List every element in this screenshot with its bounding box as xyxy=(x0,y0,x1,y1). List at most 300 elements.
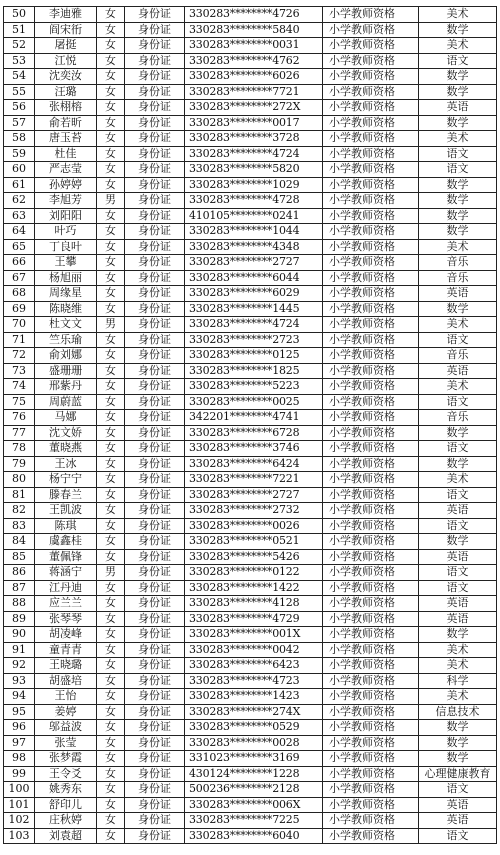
qualification-cell: 小学教师资格 xyxy=(323,53,419,69)
qualification-cell: 小学教师资格 xyxy=(323,38,419,54)
name-cell: 滕春兰 xyxy=(35,487,97,503)
id-number-cell: 330283********0017 xyxy=(185,115,323,131)
qualification-cell: 小学教师资格 xyxy=(323,301,419,317)
candidate-table xyxy=(3,6,497,844)
id-type-cell: 身份证 xyxy=(125,549,185,565)
qualification-cell: 小学教师资格 xyxy=(323,410,419,426)
subject-cell: 美术 xyxy=(419,239,497,255)
id-number-cell: 330283********0025 xyxy=(185,394,323,410)
name-cell: 汪璐 xyxy=(35,84,97,100)
name-cell: 姚秀东 xyxy=(35,782,97,798)
row-number-cell: 75 xyxy=(4,394,35,410)
sex-cell: 女 xyxy=(97,580,125,596)
qualification-cell: 小学教师资格 xyxy=(323,797,419,813)
name-cell: 张梦霞 xyxy=(35,751,97,767)
sex-cell: 女 xyxy=(97,487,125,503)
subject-cell: 美术 xyxy=(419,131,497,147)
name-cell: 马娜 xyxy=(35,410,97,426)
table-row xyxy=(4,286,497,302)
subject-cell: 音乐 xyxy=(419,410,497,426)
table-row xyxy=(4,611,497,627)
sex-cell: 女 xyxy=(97,286,125,302)
row-number-cell: 71 xyxy=(4,332,35,348)
id-type-cell: 身份证 xyxy=(125,720,185,736)
qualification-cell: 小学教师资格 xyxy=(323,611,419,627)
id-type-cell: 身份证 xyxy=(125,100,185,116)
id-type-cell: 身份证 xyxy=(125,518,185,534)
table-row xyxy=(4,115,497,131)
row-number-cell: 81 xyxy=(4,487,35,503)
row-number-cell: 53 xyxy=(4,53,35,69)
id-type-cell: 身份证 xyxy=(125,22,185,38)
subject-cell: 语文 xyxy=(419,580,497,596)
id-type-cell: 身份证 xyxy=(125,441,185,457)
qualification-cell: 小学教师资格 xyxy=(323,332,419,348)
name-cell: 杜佳 xyxy=(35,146,97,162)
row-number-cell: 97 xyxy=(4,735,35,751)
sex-cell: 女 xyxy=(97,22,125,38)
subject-cell: 语文 xyxy=(419,394,497,410)
name-cell: 舒印儿 xyxy=(35,797,97,813)
sex-cell: 女 xyxy=(97,177,125,193)
name-cell: 俞刘娜 xyxy=(35,348,97,364)
row-number-cell: 89 xyxy=(4,611,35,627)
subject-cell: 语文 xyxy=(419,162,497,178)
id-number-cell: 330283********1423 xyxy=(185,689,323,705)
subject-cell: 数学 xyxy=(419,425,497,441)
subject-cell: 语文 xyxy=(419,53,497,69)
row-number-cell: 84 xyxy=(4,534,35,550)
id-number-cell: 330283********6728 xyxy=(185,425,323,441)
row-number-cell: 87 xyxy=(4,580,35,596)
row-number-cell: 73 xyxy=(4,363,35,379)
row-number-cell: 77 xyxy=(4,425,35,441)
row-number-cell: 95 xyxy=(4,704,35,720)
subject-cell: 数学 xyxy=(419,115,497,131)
row-number-cell: 96 xyxy=(4,720,35,736)
id-type-cell: 身份证 xyxy=(125,503,185,519)
id-number-cell: 330283********6040 xyxy=(185,828,323,844)
table-row xyxy=(4,782,497,798)
id-number-cell: 330283********0028 xyxy=(185,735,323,751)
id-number-cell: 330283********5223 xyxy=(185,379,323,395)
qualification-cell: 小学教师资格 xyxy=(323,317,419,333)
table-row xyxy=(4,177,497,193)
sex-cell: 女 xyxy=(97,410,125,426)
subject-cell: 语文 xyxy=(419,565,497,581)
id-type-cell: 身份证 xyxy=(125,301,185,317)
table-row xyxy=(4,720,497,736)
sex-cell: 女 xyxy=(97,69,125,85)
table-row xyxy=(4,828,497,844)
subject-cell: 英语 xyxy=(419,503,497,519)
table-row xyxy=(4,69,497,85)
row-number-cell: 54 xyxy=(4,69,35,85)
row-number-cell: 101 xyxy=(4,797,35,813)
name-cell: 王攀 xyxy=(35,255,97,271)
subject-cell: 语文 xyxy=(419,518,497,534)
subject-cell: 美术 xyxy=(419,658,497,674)
qualification-cell: 小学教师资格 xyxy=(323,270,419,286)
subject-cell: 音乐 xyxy=(419,348,497,364)
id-number-cell: 330283********0031 xyxy=(185,38,323,54)
qualification-cell: 小学教师资格 xyxy=(323,689,419,705)
qualification-cell: 小学教师资格 xyxy=(323,441,419,457)
subject-cell: 美术 xyxy=(419,317,497,333)
name-cell: 姜婷 xyxy=(35,704,97,720)
row-number-cell: 65 xyxy=(4,239,35,255)
table-row xyxy=(4,518,497,534)
qualification-cell: 小学教师资格 xyxy=(323,549,419,565)
id-type-cell: 身份证 xyxy=(125,596,185,612)
qualification-cell: 小学教师资格 xyxy=(323,518,419,534)
name-cell: 杜文文 xyxy=(35,317,97,333)
row-number-cell: 59 xyxy=(4,146,35,162)
table-row xyxy=(4,22,497,38)
subject-cell: 科学 xyxy=(419,673,497,689)
id-type-cell: 身份证 xyxy=(125,115,185,131)
id-type-cell: 身份证 xyxy=(125,53,185,69)
subject-cell: 数学 xyxy=(419,534,497,550)
id-type-cell: 身份证 xyxy=(125,84,185,100)
sex-cell: 女 xyxy=(97,363,125,379)
row-number-cell: 72 xyxy=(4,348,35,364)
table-row xyxy=(4,673,497,689)
row-number-cell: 61 xyxy=(4,177,35,193)
table-row xyxy=(4,565,497,581)
name-cell: 李旭芳 xyxy=(35,193,97,209)
sex-cell: 女 xyxy=(97,394,125,410)
table-row xyxy=(4,627,497,643)
table-row xyxy=(4,208,497,224)
id-type-cell: 身份证 xyxy=(125,208,185,224)
table-row xyxy=(4,642,497,658)
qualification-cell: 小学教师资格 xyxy=(323,472,419,488)
qualification-cell: 小学教师资格 xyxy=(323,565,419,581)
row-number-cell: 63 xyxy=(4,208,35,224)
qualification-cell: 小学教师资格 xyxy=(323,208,419,224)
name-cell: 庄秋婷 xyxy=(35,813,97,829)
id-type-cell: 身份证 xyxy=(125,766,185,782)
sex-cell: 男 xyxy=(97,193,125,209)
name-cell: 王晓璐 xyxy=(35,658,97,674)
id-number-cell: 330283********0026 xyxy=(185,518,323,534)
id-number-cell: 410105********0241 xyxy=(185,208,323,224)
subject-cell: 数学 xyxy=(419,193,497,209)
qualification-cell: 小学教师资格 xyxy=(323,22,419,38)
id-number-cell: 330283********1029 xyxy=(185,177,323,193)
sex-cell: 女 xyxy=(97,84,125,100)
id-number-cell: 330283********5426 xyxy=(185,549,323,565)
sex-cell: 女 xyxy=(97,658,125,674)
name-cell: 蒋涵宁 xyxy=(35,565,97,581)
sex-cell: 女 xyxy=(97,425,125,441)
subject-cell: 英语 xyxy=(419,549,497,565)
row-number-cell: 60 xyxy=(4,162,35,178)
qualification-cell: 小学教师资格 xyxy=(323,534,419,550)
table-row xyxy=(4,813,497,829)
sex-cell: 男 xyxy=(97,317,125,333)
table-row xyxy=(4,487,497,503)
id-type-cell: 身份证 xyxy=(125,611,185,627)
subject-cell: 语文 xyxy=(419,146,497,162)
name-cell: 胡凌峰 xyxy=(35,627,97,643)
table-row xyxy=(4,84,497,100)
table-row xyxy=(4,317,497,333)
qualification-cell: 小学教师资格 xyxy=(323,177,419,193)
table-row xyxy=(4,38,497,54)
qualification-cell: 小学教师资格 xyxy=(323,503,419,519)
id-type-cell: 身份证 xyxy=(125,193,185,209)
name-cell: 叶巧 xyxy=(35,224,97,240)
name-cell: 刘阳阳 xyxy=(35,208,97,224)
id-number-cell: 330283********7221 xyxy=(185,472,323,488)
name-cell: 李迪雅 xyxy=(35,7,97,23)
id-type-cell: 身份证 xyxy=(125,69,185,85)
name-cell: 沈文娇 xyxy=(35,425,97,441)
subject-cell: 数学 xyxy=(419,69,497,85)
subject-cell: 语文 xyxy=(419,487,497,503)
id-type-cell: 身份证 xyxy=(125,131,185,147)
name-cell: 俞若昕 xyxy=(35,115,97,131)
sex-cell: 男 xyxy=(97,565,125,581)
row-number-cell: 80 xyxy=(4,472,35,488)
name-cell: 丁良叶 xyxy=(35,239,97,255)
name-cell: 盛珊珊 xyxy=(35,363,97,379)
id-number-cell: 330283********4762 xyxy=(185,53,323,69)
name-cell: 虞鑫桂 xyxy=(35,534,97,550)
table-row xyxy=(4,704,497,720)
table-row xyxy=(4,379,497,395)
id-number-cell: 330283********3728 xyxy=(185,131,323,147)
table-row xyxy=(4,441,497,457)
row-number-cell: 67 xyxy=(4,270,35,286)
sex-cell: 女 xyxy=(97,534,125,550)
sex-cell: 女 xyxy=(97,782,125,798)
subject-cell: 音乐 xyxy=(419,270,497,286)
row-number-cell: 52 xyxy=(4,38,35,54)
sex-cell: 女 xyxy=(97,627,125,643)
sex-cell: 女 xyxy=(97,797,125,813)
name-cell: 江悦 xyxy=(35,53,97,69)
sex-cell: 女 xyxy=(97,441,125,457)
name-cell: 周缘星 xyxy=(35,286,97,302)
table-row xyxy=(4,193,497,209)
name-cell: 沈奕汝 xyxy=(35,69,97,85)
sex-cell: 女 xyxy=(97,208,125,224)
name-cell: 邢紫丹 xyxy=(35,379,97,395)
id-type-cell: 身份证 xyxy=(125,456,185,472)
table-row xyxy=(4,224,497,240)
id-number-cell: 330283********4723 xyxy=(185,673,323,689)
subject-cell: 英语 xyxy=(419,363,497,379)
id-number-cell: 330283********6423 xyxy=(185,658,323,674)
id-type-cell: 身份证 xyxy=(125,565,185,581)
table-row xyxy=(4,549,497,565)
id-type-cell: 身份证 xyxy=(125,332,185,348)
qualification-cell: 小学教师资格 xyxy=(323,348,419,364)
table-row xyxy=(4,363,497,379)
name-cell: 应兰兰 xyxy=(35,596,97,612)
qualification-cell: 小学教师资格 xyxy=(323,146,419,162)
table-row xyxy=(4,766,497,782)
row-number-cell: 100 xyxy=(4,782,35,798)
subject-cell: 音乐 xyxy=(419,255,497,271)
sex-cell: 女 xyxy=(97,472,125,488)
row-number-cell: 86 xyxy=(4,565,35,581)
subject-cell: 美术 xyxy=(419,472,497,488)
subject-cell: 语文 xyxy=(419,782,497,798)
id-number-cell: 330283********6424 xyxy=(185,456,323,472)
name-cell: 董佩锋 xyxy=(35,549,97,565)
name-cell: 邬益波 xyxy=(35,720,97,736)
row-number-cell: 85 xyxy=(4,549,35,565)
row-number-cell: 50 xyxy=(4,7,35,23)
id-number-cell: 330283********4128 xyxy=(185,596,323,612)
table-row xyxy=(4,472,497,488)
id-type-cell: 身份证 xyxy=(125,270,185,286)
id-number-cell: 330283********1445 xyxy=(185,301,323,317)
table-row xyxy=(4,348,497,364)
id-type-cell: 身份证 xyxy=(125,813,185,829)
id-type-cell: 身份证 xyxy=(125,658,185,674)
qualification-cell: 小学教师资格 xyxy=(323,131,419,147)
qualification-cell: 小学教师资格 xyxy=(323,596,419,612)
row-number-cell: 74 xyxy=(4,379,35,395)
id-number-cell: 330283********5820 xyxy=(185,162,323,178)
sex-cell: 女 xyxy=(97,239,125,255)
id-type-cell: 身份证 xyxy=(125,797,185,813)
table-row xyxy=(4,301,497,317)
row-number-cell: 91 xyxy=(4,642,35,658)
row-number-cell: 88 xyxy=(4,596,35,612)
row-number-cell: 58 xyxy=(4,131,35,147)
id-number-cell: 330283********7225 xyxy=(185,813,323,829)
id-type-cell: 身份证 xyxy=(125,410,185,426)
subject-cell: 英语 xyxy=(419,813,497,829)
name-cell: 童青青 xyxy=(35,642,97,658)
sex-cell: 女 xyxy=(97,704,125,720)
row-number-cell: 90 xyxy=(4,627,35,643)
name-cell: 阎宋衎 xyxy=(35,22,97,38)
table-row xyxy=(4,100,497,116)
name-cell: 江丹迪 xyxy=(35,580,97,596)
id-number-cell: 330283********2732 xyxy=(185,503,323,519)
sex-cell: 女 xyxy=(97,456,125,472)
id-number-cell: 330283********6026 xyxy=(185,69,323,85)
qualification-cell: 小学教师资格 xyxy=(323,642,419,658)
row-number-cell: 66 xyxy=(4,255,35,271)
row-number-cell: 83 xyxy=(4,518,35,534)
table-row xyxy=(4,735,497,751)
sex-cell: 女 xyxy=(97,162,125,178)
id-number-cell: 330283********1422 xyxy=(185,580,323,596)
row-number-cell: 62 xyxy=(4,193,35,209)
subject-cell: 英语 xyxy=(419,596,497,612)
name-cell: 张琴琴 xyxy=(35,611,97,627)
subject-cell: 美术 xyxy=(419,379,497,395)
sex-cell: 女 xyxy=(97,766,125,782)
subject-cell: 数学 xyxy=(419,177,497,193)
subject-cell: 英语 xyxy=(419,797,497,813)
subject-cell: 数学 xyxy=(419,208,497,224)
table-row xyxy=(4,270,497,286)
id-type-cell: 身份证 xyxy=(125,782,185,798)
sex-cell: 女 xyxy=(97,53,125,69)
id-number-cell: 330283********0042 xyxy=(185,642,323,658)
id-type-cell: 身份证 xyxy=(125,286,185,302)
name-cell: 王冰 xyxy=(35,456,97,472)
name-cell: 屠挺 xyxy=(35,38,97,54)
id-number-cell: 330283********6029 xyxy=(185,286,323,302)
sex-cell: 女 xyxy=(97,100,125,116)
id-number-cell: 330283********272X xyxy=(185,100,323,116)
table-row xyxy=(4,658,497,674)
sex-cell: 女 xyxy=(97,518,125,534)
qualification-cell: 小学教师资格 xyxy=(323,704,419,720)
sex-cell: 女 xyxy=(97,38,125,54)
id-type-cell: 身份证 xyxy=(125,239,185,255)
id-number-cell: 330283********5840 xyxy=(185,22,323,38)
id-number-cell: 330283********4348 xyxy=(185,239,323,255)
subject-cell: 语文 xyxy=(419,441,497,457)
sex-cell: 女 xyxy=(97,596,125,612)
table-row xyxy=(4,797,497,813)
name-cell: 董晓燕 xyxy=(35,441,97,457)
name-cell: 王凯波 xyxy=(35,503,97,519)
id-type-cell: 身份证 xyxy=(125,580,185,596)
name-cell: 王怡 xyxy=(35,689,97,705)
name-cell: 张莹 xyxy=(35,735,97,751)
table-row xyxy=(4,425,497,441)
qualification-cell: 小学教师资格 xyxy=(323,193,419,209)
sex-cell: 女 xyxy=(97,689,125,705)
id-type-cell: 身份证 xyxy=(125,534,185,550)
table-row xyxy=(4,255,497,271)
subject-cell: 英语 xyxy=(419,286,497,302)
id-type-cell: 身份证 xyxy=(125,363,185,379)
sex-cell: 女 xyxy=(97,642,125,658)
id-number-cell: 330283********0521 xyxy=(185,534,323,550)
id-type-cell: 身份证 xyxy=(125,38,185,54)
row-number-cell: 92 xyxy=(4,658,35,674)
row-number-cell: 57 xyxy=(4,115,35,131)
sex-cell: 女 xyxy=(97,146,125,162)
id-number-cell: 430124********1228 xyxy=(185,766,323,782)
name-cell: 杨旭丽 xyxy=(35,270,97,286)
qualification-cell: 小学教师资格 xyxy=(323,487,419,503)
sex-cell: 女 xyxy=(97,131,125,147)
table-row xyxy=(4,162,497,178)
id-number-cell: 330283********4724 xyxy=(185,317,323,333)
id-type-cell: 身份证 xyxy=(125,472,185,488)
table-row xyxy=(4,456,497,472)
row-number-cell: 78 xyxy=(4,441,35,457)
id-type-cell: 身份证 xyxy=(125,751,185,767)
sex-cell: 女 xyxy=(97,332,125,348)
subject-cell: 数学 xyxy=(419,456,497,472)
id-number-cell: 330283********2727 xyxy=(185,255,323,271)
table-row xyxy=(4,596,497,612)
sex-cell: 女 xyxy=(97,270,125,286)
id-type-cell: 身份证 xyxy=(125,627,185,643)
id-type-cell: 身份证 xyxy=(125,642,185,658)
row-number-cell: 68 xyxy=(4,286,35,302)
subject-cell: 数学 xyxy=(419,627,497,643)
name-cell: 胡盛培 xyxy=(35,673,97,689)
qualification-cell: 小学教师资格 xyxy=(323,84,419,100)
name-cell: 周蔚蓝 xyxy=(35,394,97,410)
